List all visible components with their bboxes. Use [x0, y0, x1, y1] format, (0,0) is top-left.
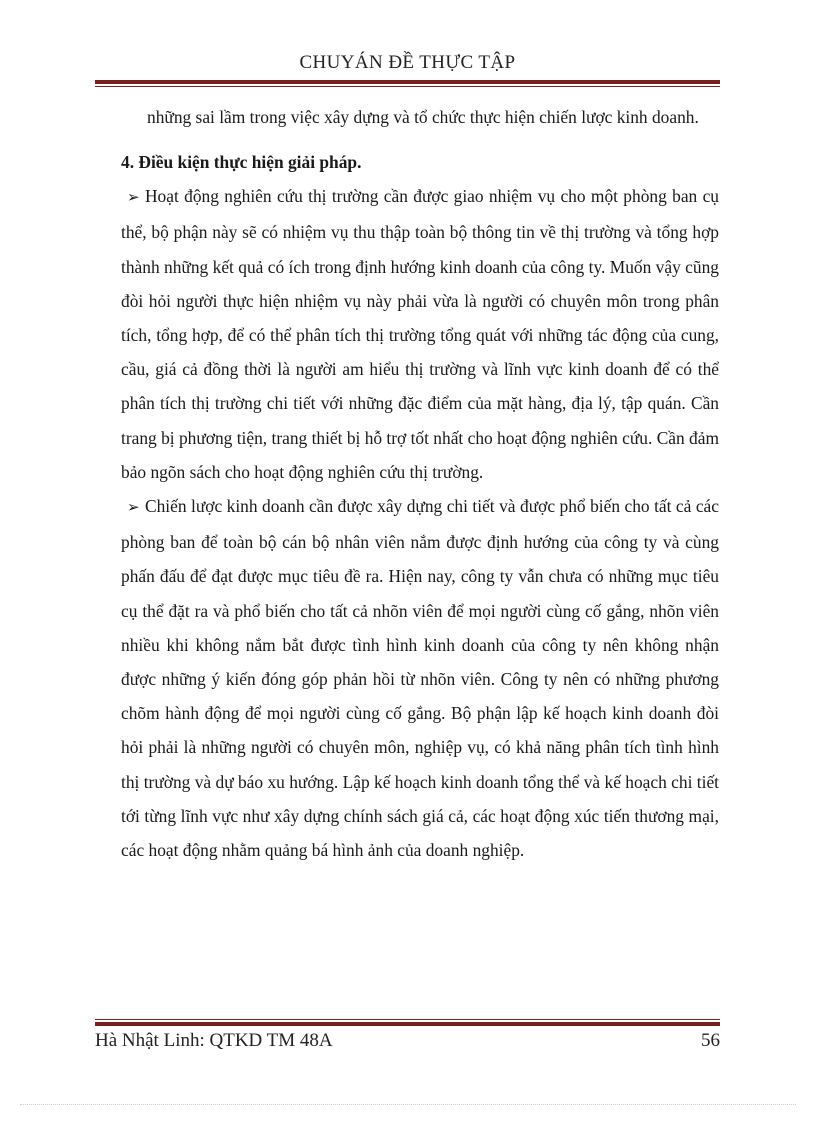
intro-paragraph: những sai lầm trong việc xây dựng và tổ chức thực hiện chiến lược kinh doanh.: [147, 107, 699, 127]
arrow-bullet-icon: ➢: [127, 190, 140, 207]
page-footer: [95, 1030, 720, 1052]
bullet-text-research: Hoạt động nghiên cứu thị trường cần được giao nhiệm vụ cho một phòng ban cụ thể, bộ phận này sẽ có nhiệm vụ thu thập toàn bộ thông tin về thị trường và tổng hợp thành những kết quả có ích trong định hướng kinh doanh của công ty. Muốn vậy cũng đòi hỏi người thực hiện nhiệm vụ này phải vừa là người có chuyên môn trong phân tích, tổng hợp, để có thể phân tích thị trường tổng quát với những tác động của cung, cầu, giá cả đồng thời là người am hiểu thị trường và lĩnh vực kinh doanh để có thể phân tích thị trường chi tiết với những đặc điểm của mặt hàng, địa lý, tập quán. Cần trang bị phương tiện, trang thiết bị hỗ trợ tốt nhất cho hoạt động nghiên cứu. Cần đảm bảo ngõn sách cho hoạt động nghiên cứu thị trường.: [121, 186, 719, 482]
document-body: [121, 100, 719, 867]
footer-rule-thick: [95, 1022, 720, 1026]
bullet-paragraph-research: [121, 179, 719, 489]
page-number: 56: [701, 1030, 720, 1051]
header-rule-thick: [95, 80, 720, 84]
header-rule: [95, 80, 720, 87]
section-heading: 4. Điều kiện thực hiện giải pháp.: [121, 152, 362, 173]
bullet-text-strategy: Chiến lược kinh doanh cần được xây dựng chi tiết và được phổ biến cho tất cả các phòng ban để toàn bộ cán bộ nhân viên nắm được định hướng của công ty và cùng phấn đấu để đạt được mục tiêu đề ra. Hiện nay, công ty vẫn chưa có những mục tiêu cụ thể đặt ra và phổ biến cho tất cả nhõn viên để mọi người cùng cố gắng, nhõn viên nhiều khi không nắm bắt được tình hình kinh doanh của công ty nên không nhận được những ý kiến đóng góp phản hồi từ nhõn viên. Công ty nên có những phương chõm hành động để mọi người cùng cố gắng. Bộ phận lập kế hoạch kinh doanh đòi hỏi phải là những người có chuyên môn, nghiệp vụ, có khả năng phân tích tình hình thị trường và dự báo xu hướng. Lập kế hoạch kinh doanh tổng thể và kế hoạch chi tiết tới từng lĩnh vực như xây dựng chính sách giá cả, các hoạt động xúc tiến thương mại, các hoạt động nhằm quảng bá hình ảnh của doanh nghiệp.: [121, 496, 719, 861]
footer-rule: [95, 1019, 720, 1026]
bullet-paragraph-strategy: [121, 489, 719, 867]
page-edge-line: [20, 1104, 796, 1105]
page-header-title: CHUYÁN ĐỀ THỰC TẬP: [299, 52, 516, 73]
header-rule-thin: [95, 86, 720, 87]
footer-rule-thin: [95, 1019, 720, 1020]
footer-author: Hà Nhật Linh: QTKD TM 48A: [95, 1030, 333, 1051]
arrow-bullet-icon: ➢: [127, 500, 140, 517]
